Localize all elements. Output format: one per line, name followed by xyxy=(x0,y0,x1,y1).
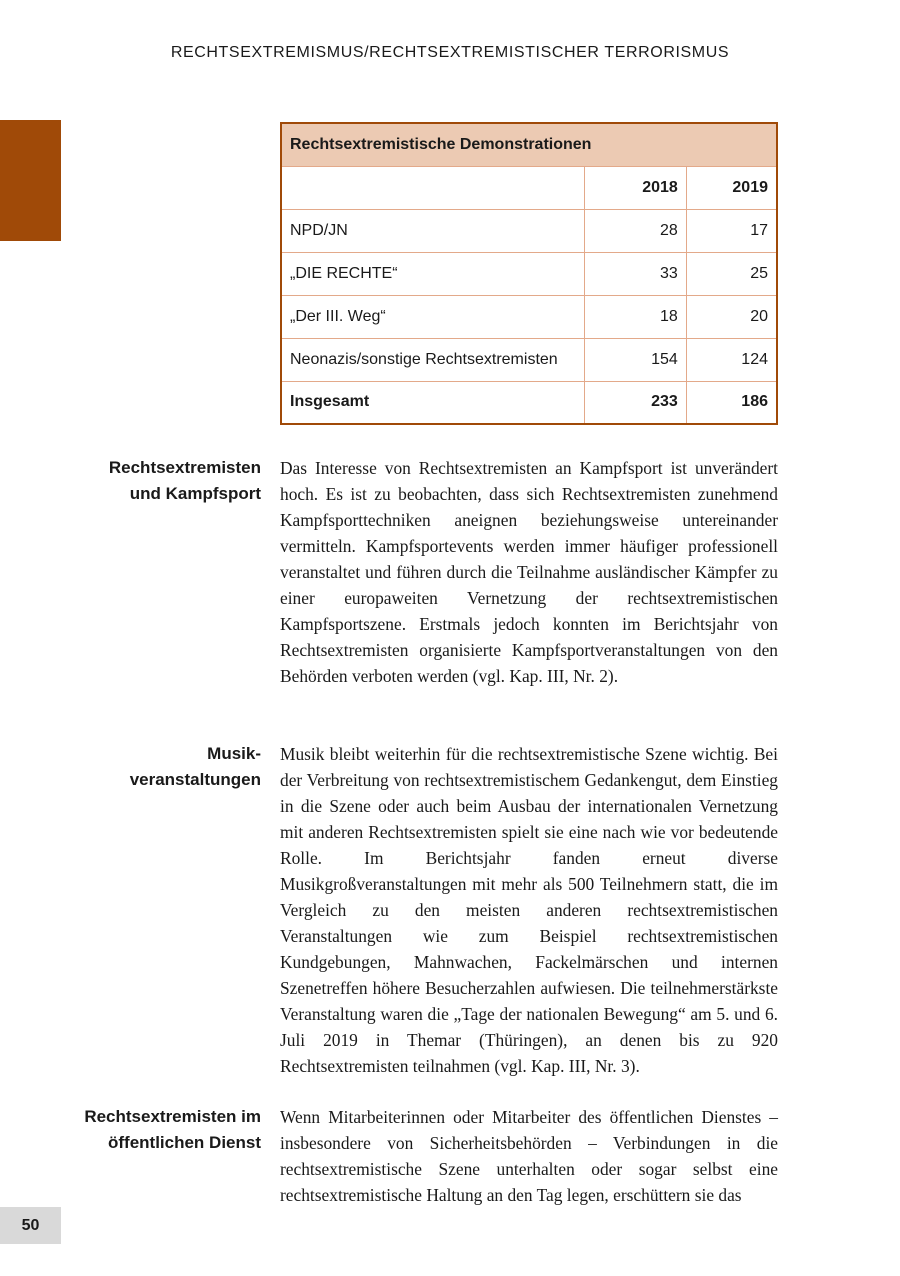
heading-line: öffentlichen Dienst xyxy=(107,1133,261,1152)
section-body-kampfsport: Das Interesse von Rechtsextremisten an Kampfsport ist unverändert hoch. Es ist zu beobachten, dass sich Rechtsextremisten zunehmend Kampfsporttechniken aneignen beziehungsweise untereinander vermitteln. Kampfsportevents werden immer häufiger professionell veranstaltet und führen durch die Teilnahme ausländischer Kämpfer zu einer europaweiten Vernetzung der rechtsextremistischen Kampfsportszene. Erstmals jedoch konnten im Berichtsjahr von Rechtsextremisten organisierte Kampfsportveranstaltungen von den Behörden verboten werden (vgl. Kap. III, Nr. 2). xyxy=(280,458,778,686)
value-2019: 20 xyxy=(686,295,777,338)
column-header-2019: 2019 xyxy=(686,166,777,209)
section-body-musik: Musik bleibt weiterhin für die rechtsextremistische Szene wichtig. Bei der Verbreitung von rechtsextremistischem Gedankengut, dem Einstieg in die Szene oder auch beim Ausbau der internationalen Vernetzung mit anderen Rechtsextremisten spielt sie eine nach wie vor bedeutende Rolle. Im Berichtsjahr fanden erneut diverse Musikgroßveranstaltungen mit mehr als 500 Teilnehmern statt, die im Vergleich zu den meisten anderen rechtsextremistischen Veranstaltungen wie zum Beispiel rechtsextremistischen Kundgebungen, Mahnwachen, Fackelmärschen und internen Szenetreffen höhere Besucherzahlen aufwiesen. Die teilnehmerstärkste Veranstaltung waren die „Tage der nationalen Bewegung“ am 5. und 6. Juli 2019 in Themar (Thüringen), an denen bis zu 920 Rechtsextremisten teilnahmen (vgl. Kap. III, Nr. 3). xyxy=(280,744,778,1076)
table-total-row xyxy=(281,381,777,424)
heading-line: Musik- xyxy=(207,744,261,763)
value-2018: 154 xyxy=(585,338,687,381)
column-header-2018: 2018 xyxy=(585,166,687,209)
row-label: NPD/JN xyxy=(281,209,585,252)
section-heading-kampfsport xyxy=(0,455,261,507)
value-2018: 18 xyxy=(585,295,687,338)
row-label: „DIE RECHTE“ xyxy=(281,252,585,295)
heading-line: Rechtsextremisten xyxy=(108,458,261,477)
heading-line: Rechtsextremisten im xyxy=(84,1107,261,1126)
section-heading-musik xyxy=(0,741,261,793)
table-row xyxy=(281,252,777,295)
table-row xyxy=(281,338,777,381)
row-label: „Der III. Weg“ xyxy=(281,295,585,338)
table-title-row xyxy=(281,123,777,166)
heading-line: veranstaltungen xyxy=(129,770,261,789)
value-2018: 33 xyxy=(585,252,687,295)
page-number: 50 xyxy=(0,1207,61,1244)
table-header-row xyxy=(281,166,777,209)
value-2019: 124 xyxy=(686,338,777,381)
row-label: Neonazis/sonstige Rechtsextremisten xyxy=(281,338,585,381)
running-header: RECHTSEXTREMISMUS/RECHTSEXTREMISTISCHER TERRORISMUS xyxy=(170,44,730,61)
section-heading-oeffentlicher-dienst xyxy=(0,1104,261,1156)
table-row xyxy=(281,209,777,252)
value-2018: 28 xyxy=(585,209,687,252)
heading-line: und Kampfsport xyxy=(129,484,261,503)
table-title: Rechtsextremistische Demonstrationen xyxy=(281,123,777,166)
value-2019: 17 xyxy=(686,209,777,252)
section-body-oeffentlicher-dienst: Wenn Mitarbeiterinnen oder Mitarbeiter des öffentlichen Dienstes – insbesondere von Sicherheitsbehörden – Verbindungen in die rechtsextremistische Szene unterhalten oder sogar selbst eine rechtsextremistische Haltung an den Tag legen, erschüttern sie das xyxy=(280,1107,778,1205)
demonstrations-table xyxy=(280,122,778,425)
total-2018: 233 xyxy=(585,381,687,424)
column-header-label xyxy=(281,166,585,209)
value-2019: 25 xyxy=(686,252,777,295)
table-row xyxy=(281,295,777,338)
chapter-color-tab xyxy=(0,120,61,241)
total-label: Insgesamt xyxy=(281,381,585,424)
total-2019: 186 xyxy=(686,381,777,424)
